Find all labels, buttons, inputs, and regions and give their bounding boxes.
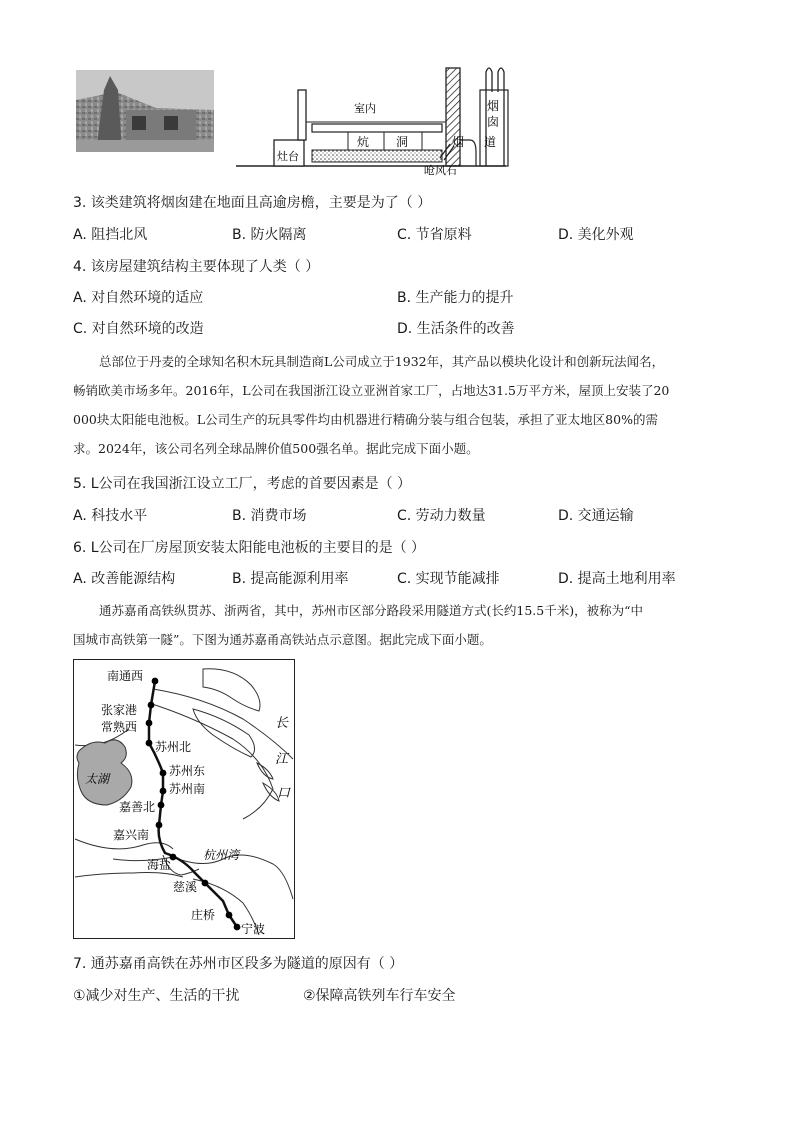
q3-option-d[interactable]: D. 美化外观 xyxy=(558,227,634,243)
question-5-stem: 5. L公司在我国浙江设立工厂，考虑的首要因素是（ ） xyxy=(73,476,412,492)
station-label-jiaxingnan: 嘉兴南 xyxy=(113,828,150,842)
question-6-stem: 6. L公司在厂房屋顶安装太阳能电池板的主要目的是（ ） xyxy=(73,540,426,556)
q5-option-b[interactable]: B. 消费市场 xyxy=(232,508,307,524)
diagram-flue2-label: 道 xyxy=(484,135,497,149)
yangtze-label-1: 长 xyxy=(275,716,289,731)
diagram-stone-label: 呛风石 xyxy=(424,164,457,177)
q3-option-c[interactable]: C. 节省原料 xyxy=(397,227,472,243)
q5-option-d[interactable]: D. 交通运输 xyxy=(558,508,634,524)
passage-lego-line-1: 总部位于丹麦的全球知名积木玩具制造商L公司成立于1932年，其产品以模块化设计和创新玩法闻名， xyxy=(99,354,665,369)
diagram-flue1-label: 烟 xyxy=(452,135,465,149)
q4-option-a[interactable]: A. 对自然环境的适应 xyxy=(73,290,204,306)
station-dot xyxy=(152,678,159,685)
q7-option-2[interactable]: ②保障高铁列车行车安全 xyxy=(303,988,456,1004)
q4-option-c[interactable]: C. 对自然环境的改造 xyxy=(73,321,204,337)
diagram-chimney1-label: 烟 xyxy=(487,99,500,113)
q7-option-1[interactable]: ①减少对生产、生活的干扰 xyxy=(73,988,240,1004)
passage-railway-line-2: 国城市高铁第一隧”。下图为通苏嘉甬高铁站点示意图。据此完成下面小题。 xyxy=(73,632,492,647)
station-label-jiashanbei: 嘉善北 xyxy=(119,800,156,814)
station-dot xyxy=(146,720,153,727)
station-label-zhuangqiao: 庄桥 xyxy=(191,908,216,922)
station-label-cixi: 慈溪 xyxy=(173,880,198,894)
station-label-ningbo: 宁波 xyxy=(241,922,266,936)
q6-option-c[interactable]: C. 实现节能减排 xyxy=(397,571,500,587)
station-label-changshuxi: 常熟西 xyxy=(101,720,138,734)
passage-lego-line-2: 畅销欧美市场多年。2016年，L公司在我国浙江设立亚洲首家工厂，占地达31.5万平方米，屋顶上安装了20 xyxy=(73,383,670,398)
q5-option-a[interactable]: A. 科技水平 xyxy=(73,508,148,524)
q5-option-c[interactable]: C. 劳动力数量 xyxy=(397,508,486,524)
q6-option-b[interactable]: B. 提高能源利用率 xyxy=(232,571,349,587)
q6-option-a[interactable]: A. 改善能源结构 xyxy=(73,571,176,587)
q4-option-b[interactable]: B. 生产能力的提升 xyxy=(397,290,514,306)
yangtze-label-3: 口 xyxy=(277,786,291,801)
station-label-zhangjiagang: 张家港 xyxy=(101,703,138,717)
yangtze-label-2: 江 xyxy=(275,752,289,767)
station-dot xyxy=(146,740,153,747)
station-label-haiyan: 海盐 xyxy=(147,858,172,872)
diagram-stove-label: 灶台 xyxy=(277,150,299,163)
passage-railway-line-1: 通苏嘉甬高铁纵贯苏、浙两省，其中，苏州市区部分路段采用隧道方式(长约15.5千米)，被称为“中 xyxy=(99,603,643,618)
q4-option-d[interactable]: D. 生活条件的改善 xyxy=(397,321,515,337)
station-label-suzhounan: 苏州南 xyxy=(169,782,206,796)
station-label-suzhoudong: 苏州东 xyxy=(169,764,206,778)
station-dot xyxy=(226,912,233,919)
passage-lego xyxy=(73,347,733,463)
station-dot xyxy=(234,924,241,931)
question-3-stem: 3. 该类建筑将烟囱建在地面且高逾房檐，主要是为了（ ） xyxy=(73,195,432,211)
railway-map xyxy=(73,659,295,939)
station-dot xyxy=(202,880,209,887)
kang-diagram xyxy=(236,62,526,178)
station-dot xyxy=(156,822,163,829)
station-dot xyxy=(160,788,167,795)
q3-option-a[interactable]: A. 阻挡北风 xyxy=(73,227,148,243)
diagram-cave-label: 洞 xyxy=(396,135,409,149)
question-4-stem: 4. 该房屋建筑结构主要体现了人类（ ） xyxy=(73,259,320,275)
station-dot xyxy=(158,802,165,809)
diagram-room-label: 室内 xyxy=(354,102,376,115)
station-dot xyxy=(160,770,167,777)
q3-option-b[interactable]: B. 防火隔离 xyxy=(232,227,307,243)
question-7-stem: 7. 通苏嘉甬高铁在苏州市区段多为隧道的原因有（ ） xyxy=(73,956,404,972)
station-label-nantongxi: 南通西 xyxy=(107,669,144,683)
passage-lego-line-4: 求。2024年，该公司名列全球品牌价值500强名单。据此完成下面小题。 xyxy=(73,441,479,456)
station-label-suzhoubei: 苏州北 xyxy=(155,740,192,754)
q6-option-d[interactable]: D. 提高土地利用率 xyxy=(558,571,676,587)
passage-railway xyxy=(73,596,733,654)
house-photo xyxy=(76,70,214,152)
diagram-chimney2-label: 囱 xyxy=(487,115,500,129)
diagram-kang-label: 炕 xyxy=(357,135,370,149)
station-dot xyxy=(148,702,155,709)
taihu-label: 太湖 xyxy=(85,772,110,786)
hangzhou-bay-label: 杭州湾 xyxy=(203,848,240,862)
passage-lego-line-3: 000块太阳能电池板。L公司生产的玩具零件均由机器进行精确分装与组合包装，承担了亚太地区80%的需 xyxy=(73,412,658,427)
